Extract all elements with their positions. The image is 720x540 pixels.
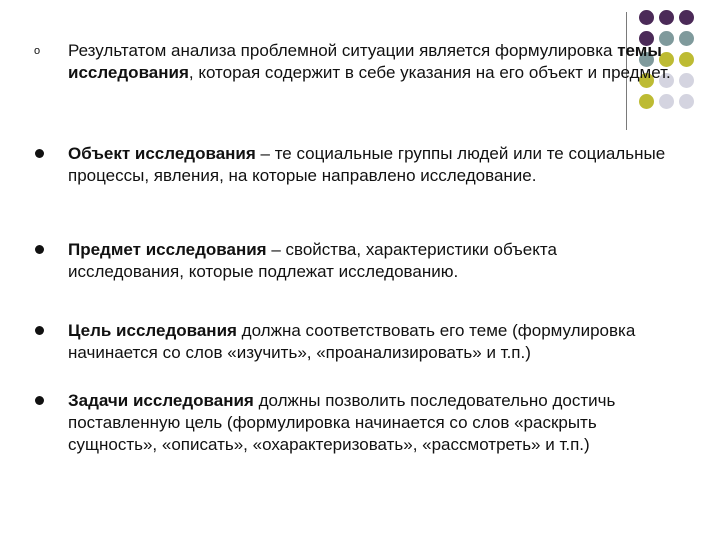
list-item-text <box>68 40 673 84</box>
list-item-text <box>68 390 673 456</box>
item-title: Объект исследования <box>68 144 256 163</box>
list-item-text <box>68 320 673 364</box>
list-item-text <box>68 143 673 187</box>
decorative-dot <box>679 94 694 109</box>
decorative-dot <box>679 73 694 88</box>
decorative-dot <box>679 31 694 46</box>
item-description: – те социальные группы людей или те социальные процессы, явления, на которые направлено исследование. <box>68 144 666 185</box>
item-description: должна соответствовать его теме (формулировка начинается со слов «изучить», «проанализировать» и т.п.) <box>68 321 636 362</box>
item-title: Задачи исследования <box>68 391 254 410</box>
decorative-dot <box>679 52 694 67</box>
item-description: – свойства, характеристики объекта исследования, которые подлежат исследованию. <box>68 240 557 281</box>
decorative-dot <box>639 10 654 25</box>
item-text-bold: темы исследования <box>68 41 662 82</box>
item-text-post: , которая содержит в себе указания на его объект и предмет. <box>188 63 671 82</box>
circle-bullet-icon: o <box>34 45 41 57</box>
decorative-dot <box>679 10 694 25</box>
decorative-dot <box>659 94 674 109</box>
item-title: Предмет исследования <box>68 240 267 259</box>
item-text-pre: Результатом анализа проблемной ситуации является формулировка <box>68 41 618 60</box>
item-title: Цель исследования <box>68 321 237 340</box>
list-item-text <box>68 239 673 283</box>
decorative-dot <box>659 10 674 25</box>
item-description: должны позволить последовательно достичь поставленную цель (формулировка начинается со слов «раскрыть сущность», «описать», «охарактеризовать», «рассмотреть» и т.п.) <box>68 391 616 454</box>
decorative-dot <box>639 94 654 109</box>
